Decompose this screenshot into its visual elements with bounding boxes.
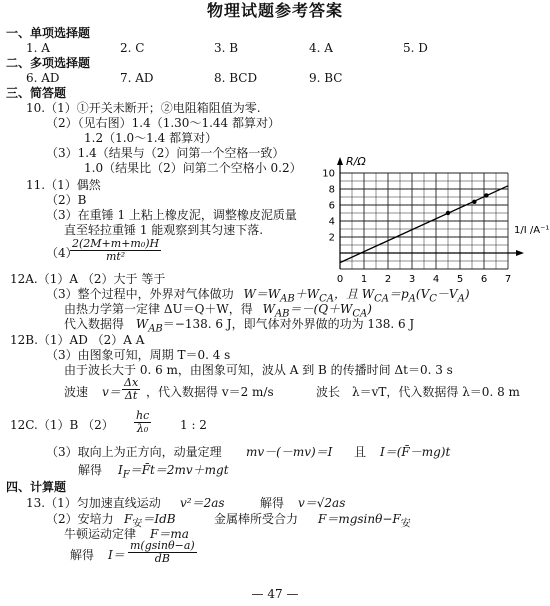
q12b-fraction: [122, 377, 140, 402]
x-tick-label: 4: [432, 274, 440, 285]
q10-line-4: （3）1.4（结果与（2）问第一个空格一致）: [46, 146, 285, 160]
section-heading-single-choice: 一、单项选择题: [6, 26, 91, 40]
x-axis-label: 1/I /A⁻¹: [514, 225, 550, 236]
q12c-and: 且: [354, 445, 367, 459]
q12a-line-1: 12A.（1）A （2）大于 等于: [10, 272, 166, 286]
q13-current-eq: I＝: [108, 548, 125, 562]
q13-line-1: 13.（1）匀加速直线运动: [26, 496, 161, 510]
y-tick-label: 2: [328, 232, 335, 244]
q13-newton-label: 牛顿运动定律: [64, 527, 137, 541]
q12c-fraction-numerator: hc: [136, 409, 150, 422]
q12a-result: $W_{AB}=-138$. 6 J，即气体对外界做的功为 138. 6 J: [135, 317, 415, 335]
y-axis-arrow: [337, 157, 343, 165]
q10-line-2: （2）（见右图）1.4（1.30～1.44 都算对）: [46, 116, 280, 130]
q12c-fraction-denominator: λ₀: [136, 422, 149, 435]
q11-line-3: （3）在重锤 1 上粘上橡皮泥，调整橡皮泥质量: [46, 208, 297, 222]
answer-8: 8. BCD: [214, 71, 258, 85]
q12a-line-3-text: 由热力学第一定律 ΔU＝Q＋W，得: [64, 302, 253, 316]
q11-fraction: [70, 238, 161, 263]
q12a-line-4-label: 代入数据得: [64, 317, 125, 331]
y-tick-label: 4: [328, 216, 335, 228]
answer-5: 5. D: [403, 41, 428, 55]
q12b-wavelength-result: λ＝vT，代入数据得 λ＝0. 8 m: [352, 385, 520, 399]
y-tick-label: 6: [328, 200, 335, 212]
q12c-line-1: 12C.（1）B （2）: [10, 418, 114, 432]
resistance-chart: [318, 86, 550, 285]
y-axis-label: R/Ω: [346, 155, 366, 168]
q13-newton-eq: F＝ma: [150, 527, 189, 541]
q12b-line-1: 12B.（1）AD （2）A A: [10, 333, 145, 347]
q12b-v-eq: v＝: [102, 385, 121, 399]
q12a-work-eq: $W=W_{AB}+W_{CA}$，且 $W_{CA}=p_A(V_C-V_A)$: [243, 287, 470, 305]
q13-fraction: [128, 540, 197, 565]
q12b-speed-result: ，代入数据得 v＝2 m/s: [146, 385, 274, 399]
answer-9: 9. BC: [309, 71, 343, 85]
q13-fraction-numerator: m(gsinθ−a): [130, 539, 195, 552]
data-point: [472, 200, 476, 204]
q12b-line-2: （3）由图象可知，周期 T＝0. 4 s: [46, 348, 231, 362]
q11-line-4: 直至轻拉重锤 1 能观察到其匀速下落.: [64, 223, 264, 237]
x-tick-label: 6: [480, 274, 488, 285]
q12b-wavelength-label: 波长: [316, 385, 341, 399]
page-title: 物理试题参考答案: [206, 1, 343, 20]
q12b-wave-speed-label: 波速: [64, 385, 89, 399]
x-tick-label: 2: [384, 274, 392, 285]
y-tick-label: 8: [328, 184, 335, 196]
q12c-ratio: 1 : 2: [180, 418, 207, 432]
q12c-solve-label: 解得: [78, 463, 103, 477]
answer-7: 7. AD: [120, 71, 154, 85]
answer-1: 1. A: [26, 41, 50, 55]
x-tick-label: 5: [456, 274, 464, 285]
q13-solve-label-2: 解得: [70, 548, 95, 562]
q12a-first-law-eq: $W_{AB}=-(Q+W_{CA})$: [262, 302, 372, 320]
q13-ampere-eq: $F_安=IdB$: [124, 512, 176, 530]
section-heading-short-answer: 三、简答题: [6, 86, 67, 100]
q13-solve-label-1: 解得: [260, 496, 285, 510]
x-tick-label: 3: [408, 274, 416, 285]
q11-line-1: 11.（1）偶然: [26, 178, 101, 192]
answer-2: 2. C: [120, 41, 145, 55]
q13-net-force-label: 金属棒所受合力: [214, 512, 299, 526]
x-tick-label: 0: [336, 274, 344, 285]
q12c-fraction: [134, 410, 151, 435]
q13-net-force-eq: $F=mgsin\theta-F_安$: [318, 512, 411, 530]
data-point: [484, 193, 488, 197]
x-tick-label: 1: [360, 274, 368, 285]
q12c-impulse-eq: I＝(F̄－mg)t: [380, 445, 451, 459]
section-heading-multi-choice: 二、多项选择题: [6, 56, 91, 70]
q10-line-1: 10.（1）①开关未断开；②电阻箱阻值为零.: [26, 101, 261, 115]
answer-6: 6. AD: [26, 71, 60, 85]
q12c-solve-eq: $I_F=F̄t=2mv+mgt$: [118, 463, 229, 481]
q11-line-2: （2）B: [46, 193, 87, 207]
q12c-line-3: （3）取向上为正方向，动量定理: [46, 445, 222, 459]
q11-part4-label: （4）: [46, 246, 78, 260]
q12a-line-2-text: （3）整个过程中，外界对气体做功: [46, 287, 234, 301]
q13-velocity-eq: v＝√2as: [298, 496, 346, 510]
page-number: — 47 —: [251, 587, 299, 601]
q12b-fraction-denominator: Δt: [124, 389, 138, 402]
section-heading-calculation: 四、计算题: [6, 480, 67, 494]
q13-fraction-denominator: dB: [154, 552, 170, 565]
x-tick-label: 7: [504, 274, 512, 285]
q13-line-2: （2）安培力: [46, 512, 114, 526]
data-point: [446, 211, 450, 215]
x-axis-arrow: [516, 250, 524, 256]
q12c-momentum-eq: mv－(－mv)＝I: [246, 445, 333, 459]
q11-fraction-denominator: mt²: [105, 250, 126, 263]
q13-kinematic-eq: v²＝2as: [180, 496, 225, 510]
q12b-fraction-numerator: Δx: [124, 376, 139, 389]
answer-3: 3. B: [214, 41, 239, 55]
answer-4: 4. A: [309, 41, 333, 55]
q10-line-3: 1.2（1.0～1.4 都算对）: [84, 131, 218, 145]
y-tick-label: 10: [322, 168, 335, 180]
q10-line-5: 1.0（结果比（2）问第二个空格小 0.2）: [84, 161, 302, 175]
q11-fraction-numerator: 2(2M+m+m₀)H: [72, 237, 160, 250]
q12b-line-3: 由于波长大于 0. 6 m，由图象可知，波从 A 到 B 的传播时间 Δt＝0. 3 s: [64, 363, 453, 377]
